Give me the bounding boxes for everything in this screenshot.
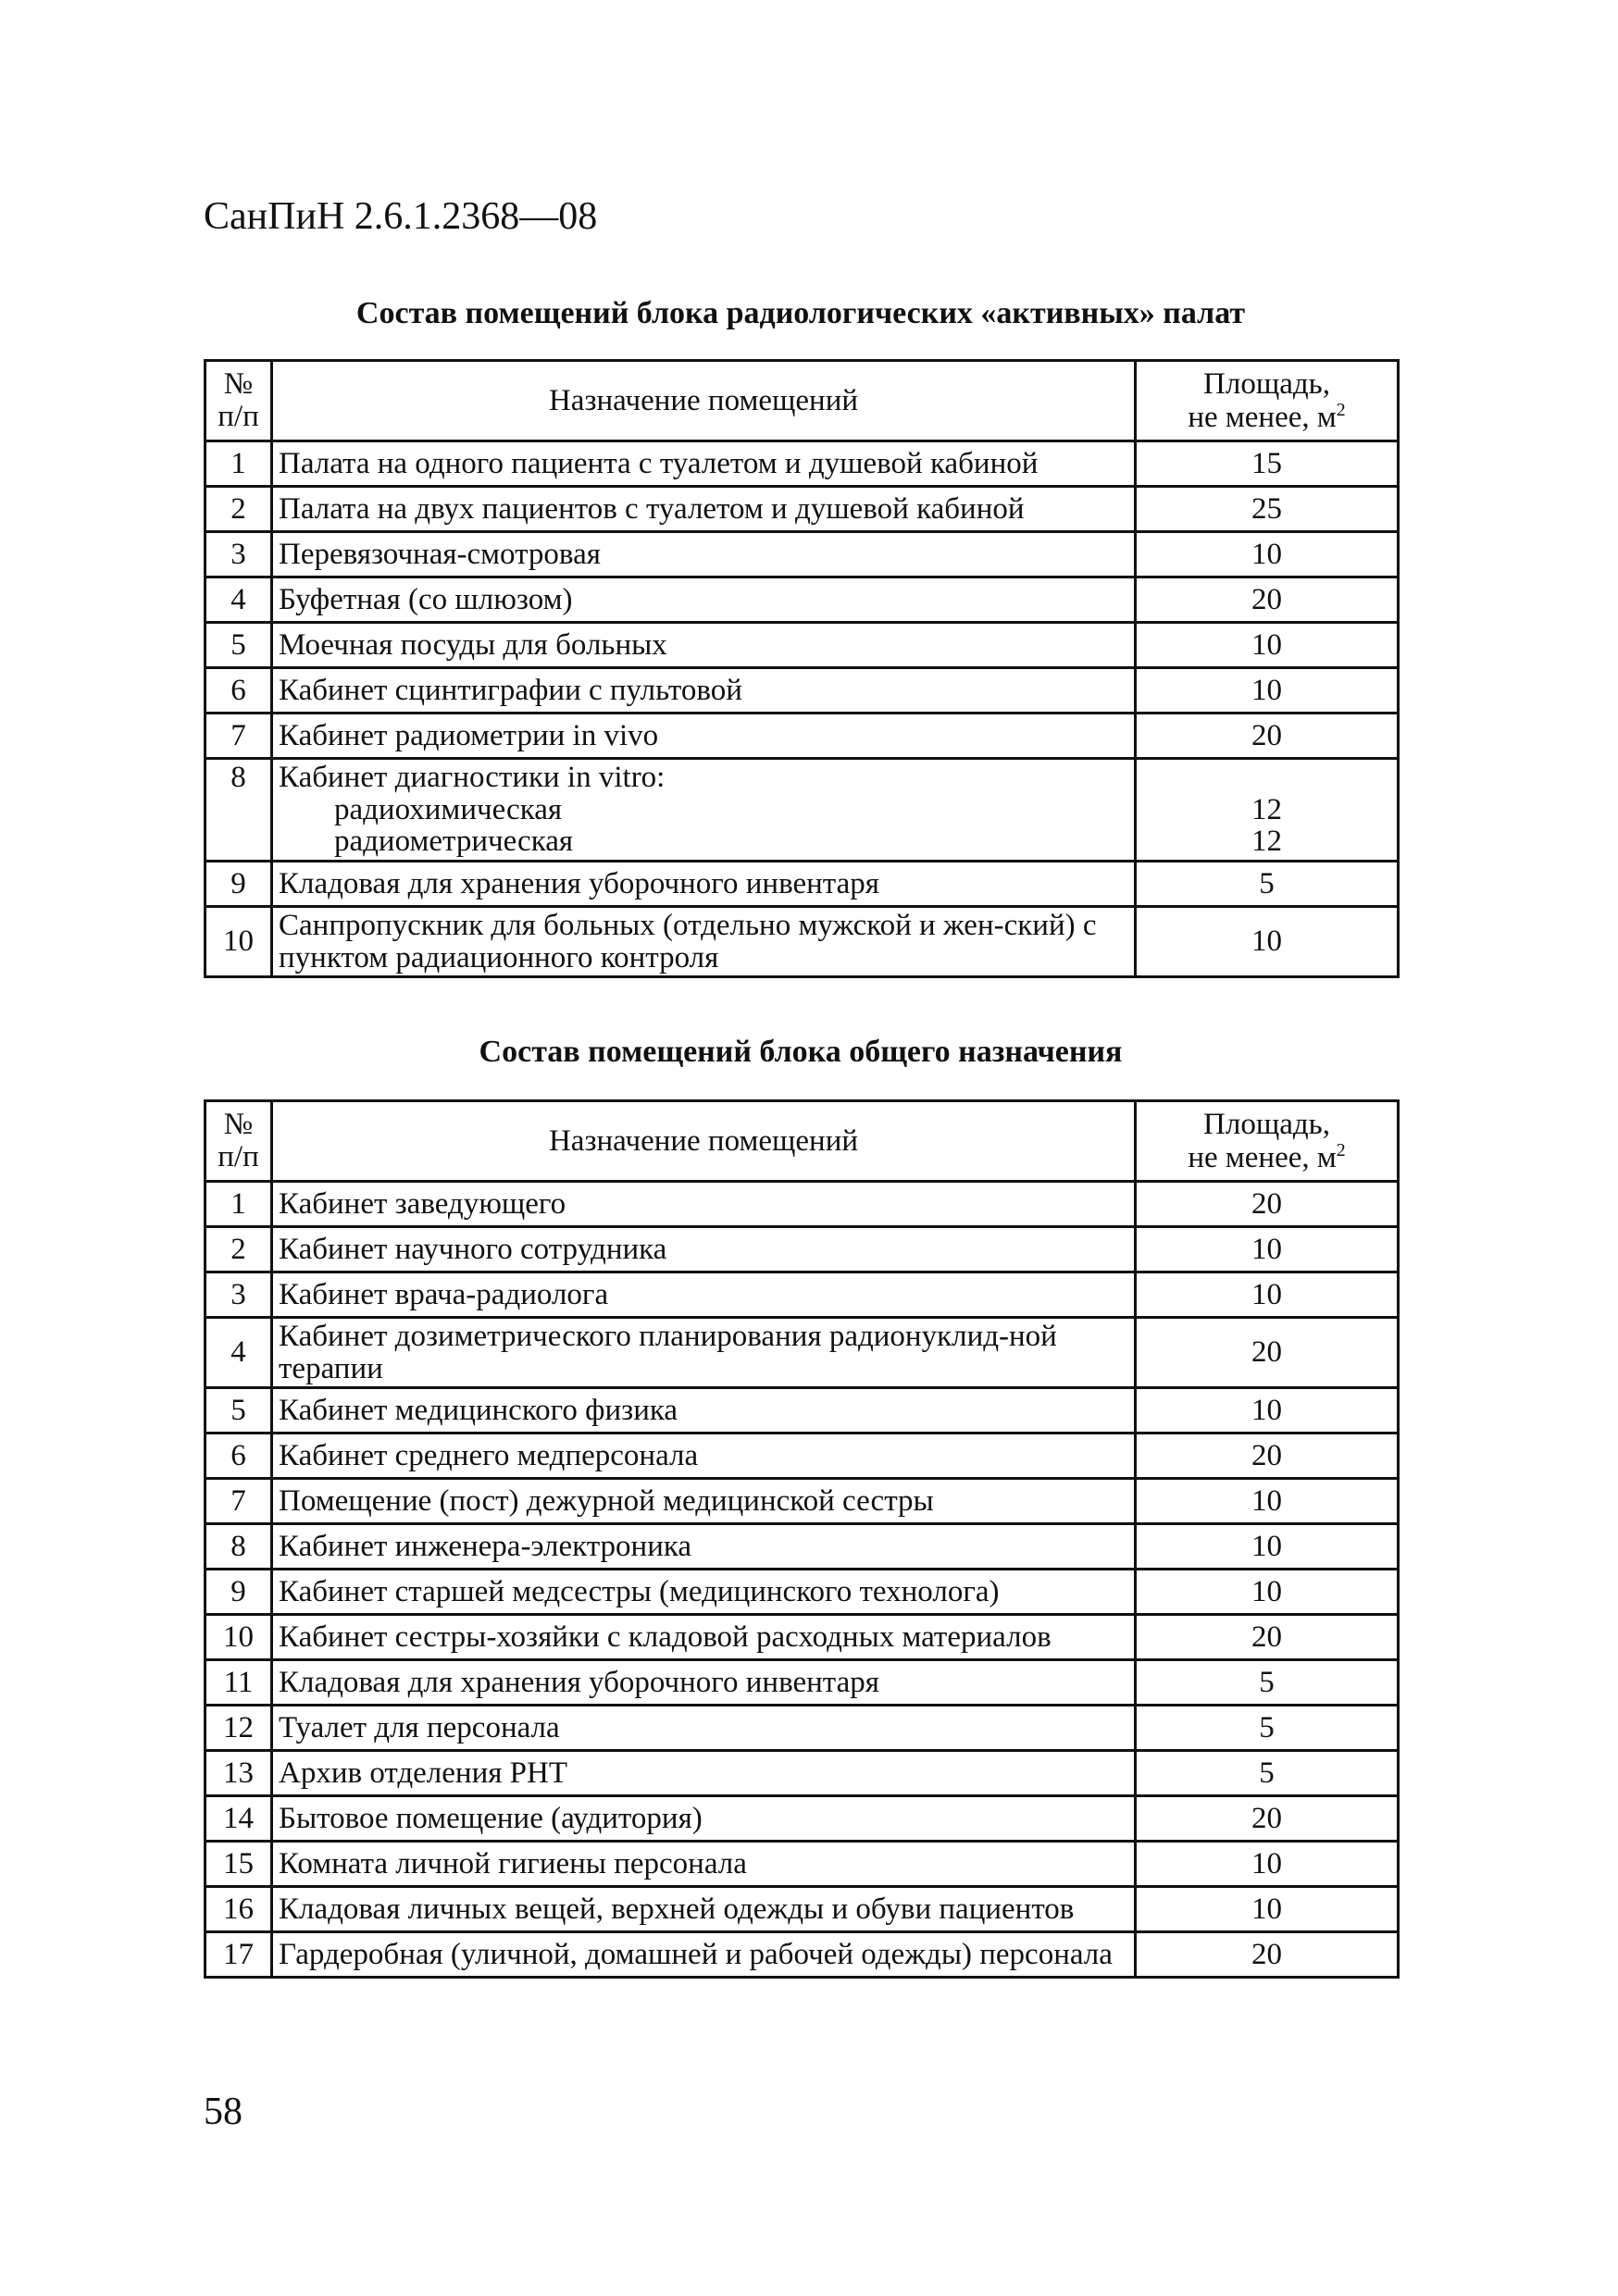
row-number: 10: [205, 906, 272, 976]
table-row: [205, 1842, 1399, 1887]
document-code: СанПиН 2.6.1.2368—08: [204, 195, 598, 238]
table-row: [205, 714, 1399, 759]
room-area: 20: [1136, 714, 1399, 759]
table-row: [205, 906, 1399, 976]
header-area: [1136, 1101, 1399, 1182]
header-area-unit-text: не менее, м: [1188, 1140, 1337, 1174]
room-name: Помещение (пост) дежурной медицинской сестры: [272, 1479, 1136, 1524]
row-number: 12: [205, 1706, 272, 1751]
table-caption-general-purpose: Состав помещений блока общего назначения: [479, 1035, 1123, 1069]
header-num-abbr: п/п: [218, 400, 259, 433]
row-number: 14: [205, 1796, 272, 1842]
row-number: 2: [205, 487, 272, 532]
header-num-symbol: №: [223, 367, 254, 402]
room-name: Кабинет заведующего: [272, 1182, 1136, 1227]
room-name: Бытовое помещение (аудитория): [272, 1796, 1136, 1842]
room-name: Гардеробная (уличной, домашней и рабочей одежды) персонала: [272, 1932, 1136, 1978]
table-general-purpose: [204, 1099, 1400, 1979]
room-area: 5: [1136, 1751, 1399, 1796]
room-area: 10: [1136, 1227, 1399, 1272]
room-area: 20: [1136, 1318, 1399, 1388]
page-number: 58: [204, 2091, 243, 2133]
row-number: 9: [205, 861, 272, 906]
row-number: 17: [205, 1932, 272, 1978]
room-name: Кладовая личных вещей, верхней одежды и обуви пациентов: [272, 1887, 1136, 1932]
room-name: Кабинет радиометрии in vivo: [272, 714, 1136, 759]
room-name: Туалет для персонала: [272, 1706, 1136, 1751]
room-area: 5: [1136, 1660, 1399, 1706]
room-area: 20: [1136, 1932, 1399, 1978]
table-header-row: [205, 361, 1399, 441]
room-name: Палата на одного пациента с туалетом и душевой кабиной: [272, 441, 1136, 487]
header-area-title: Площадь,: [1203, 366, 1330, 401]
table-row: [205, 1433, 1399, 1479]
header-area-unit-text: не менее, м: [1188, 400, 1337, 434]
table-row: [205, 1751, 1399, 1796]
room-area: 10: [1136, 623, 1399, 668]
room-area: 10: [1136, 1479, 1399, 1524]
room-name: Буфетная (со шлюзом): [272, 577, 1136, 623]
sub-room-area: 12: [1251, 825, 1282, 859]
room-name: Кладовая для хранения уборочного инвентаря: [272, 1660, 1136, 1706]
header-area: [1136, 361, 1399, 441]
header-area-unit-exp: 2: [1336, 1139, 1346, 1160]
room-area: 10: [1136, 1388, 1399, 1433]
table-row: [205, 532, 1399, 577]
room-name: Комната личной гигиены персонала: [272, 1842, 1136, 1887]
room-area: 20: [1136, 1615, 1399, 1660]
row-number: 2: [205, 1227, 272, 1272]
table-row: [205, 759, 1399, 862]
room-area: [1136, 759, 1399, 862]
room-area: 5: [1136, 861, 1399, 906]
table-row: [205, 487, 1399, 532]
row-number: 7: [205, 714, 272, 759]
room-area: 10: [1136, 1570, 1399, 1615]
table-row: [205, 1660, 1399, 1706]
header-area-unit-exp: 2: [1336, 399, 1346, 420]
header-num: [205, 1101, 272, 1182]
row-number: 8: [205, 1524, 272, 1570]
room-area: 10: [1136, 532, 1399, 577]
table-row: [205, 861, 1399, 906]
row-number: 1: [205, 1182, 272, 1227]
room-area: 10: [1136, 1887, 1399, 1932]
sub-room-name: радиометрическая: [334, 825, 574, 859]
table-row: [205, 1227, 1399, 1272]
room-name: Архив отделения РНТ: [272, 1751, 1136, 1796]
table-row: [205, 668, 1399, 714]
table-row: [205, 1706, 1399, 1751]
row-number: 8: [205, 759, 272, 862]
table-body: [205, 1182, 1399, 1978]
table-row: [205, 441, 1399, 487]
table-row: [205, 1479, 1399, 1524]
room-name: Палата на двух пациентов с туалетом и душевой кабиной: [272, 487, 1136, 532]
table-row: [205, 1796, 1399, 1842]
table-body: [205, 441, 1399, 977]
table-row: [205, 577, 1399, 623]
room-name: Кабинет среднего медперсонала: [272, 1433, 1136, 1479]
room-area: 20: [1136, 1433, 1399, 1479]
row-number: 16: [205, 1887, 272, 1932]
table-row: [205, 1887, 1399, 1932]
row-number: 7: [205, 1479, 272, 1524]
area-spacer: [1142, 762, 1391, 794]
table-row: [205, 1615, 1399, 1660]
room-name: Кабинет дозиметрического планирования радионуклид-ной терапии: [272, 1318, 1136, 1388]
room-name: Кабинет научного сотрудника: [272, 1227, 1136, 1272]
sub-room-area: 12: [1251, 792, 1282, 826]
row-number: 6: [205, 1433, 272, 1479]
header-num-symbol: №: [223, 1108, 254, 1142]
room-area: 10: [1136, 1842, 1399, 1887]
room-name: Кабинет сцинтиграфии с пультовой: [272, 668, 1136, 714]
room-area: 15: [1136, 441, 1399, 487]
row-number: 13: [205, 1751, 272, 1796]
row-number: 1: [205, 441, 272, 487]
header-area-title: Площадь,: [1203, 1107, 1330, 1141]
row-number: 15: [205, 1842, 272, 1887]
row-number: 11: [205, 1660, 272, 1706]
room-area: 10: [1136, 1524, 1399, 1570]
sub-room-name: радиохимическая: [334, 792, 563, 826]
table-row: [205, 1272, 1399, 1318]
table-row: [205, 1524, 1399, 1570]
header-area-unit: [1142, 1141, 1391, 1174]
table-row: [205, 623, 1399, 668]
header-name: Назначение помещений: [272, 1101, 1136, 1182]
room-name-text: Кабинет диагностики in vitro:: [279, 761, 666, 794]
room-area: 10: [1136, 1272, 1399, 1318]
room-area: 20: [1136, 1182, 1399, 1227]
room-area: 25: [1136, 487, 1399, 532]
table-row: [205, 1932, 1399, 1978]
room-name: Кабинет медицинского физика: [272, 1388, 1136, 1433]
room-area: 10: [1136, 668, 1399, 714]
room-name: Санпропускник для больных (отдельно мужской и жен-ский) с пунктом радиационного контроля: [272, 906, 1136, 976]
table-caption-active-wards: Состав помещений блока радиологических «активных» палат: [355, 296, 1246, 330]
room-name: Кладовая для хранения уборочного инвентаря: [272, 861, 1136, 906]
table-row: [205, 1570, 1399, 1615]
header-num: [205, 361, 272, 441]
row-number: 9: [205, 1570, 272, 1615]
row-number: 3: [205, 1272, 272, 1318]
table-row: [205, 1388, 1399, 1433]
row-number: 4: [205, 577, 272, 623]
row-number: 4: [205, 1318, 272, 1388]
room-name: Кабинет сестры-хозяйки с кладовой расходных материалов: [272, 1615, 1136, 1660]
table-active-wards: [204, 359, 1400, 978]
room-area: 20: [1136, 577, 1399, 623]
room-area: 20: [1136, 1796, 1399, 1842]
table-header-row: [205, 1101, 1399, 1182]
room-name: Кабинет старшей медсестры (медицинского технолога): [272, 1570, 1136, 1615]
row-number: 3: [205, 532, 272, 577]
header-name: Назначение помещений: [272, 361, 1136, 441]
row-number: 10: [205, 1615, 272, 1660]
room-area: 10: [1136, 906, 1399, 976]
row-number: 6: [205, 668, 272, 714]
room-name: Кабинет врача-радиолога: [272, 1272, 1136, 1318]
room-name: [272, 759, 1136, 862]
header-num-abbr: п/п: [218, 1140, 259, 1173]
room-name: Кабинет инженера-электроника: [272, 1524, 1136, 1570]
header-area-unit: [1142, 401, 1391, 434]
table-row: [205, 1182, 1399, 1227]
table-row: [205, 1318, 1399, 1388]
room-name: Моечная посуды для больных: [272, 623, 1136, 668]
room-area: 5: [1136, 1706, 1399, 1751]
row-number: 5: [205, 1388, 272, 1433]
room-name: Перевязочная-смотровая: [272, 532, 1136, 577]
row-number: 5: [205, 623, 272, 668]
